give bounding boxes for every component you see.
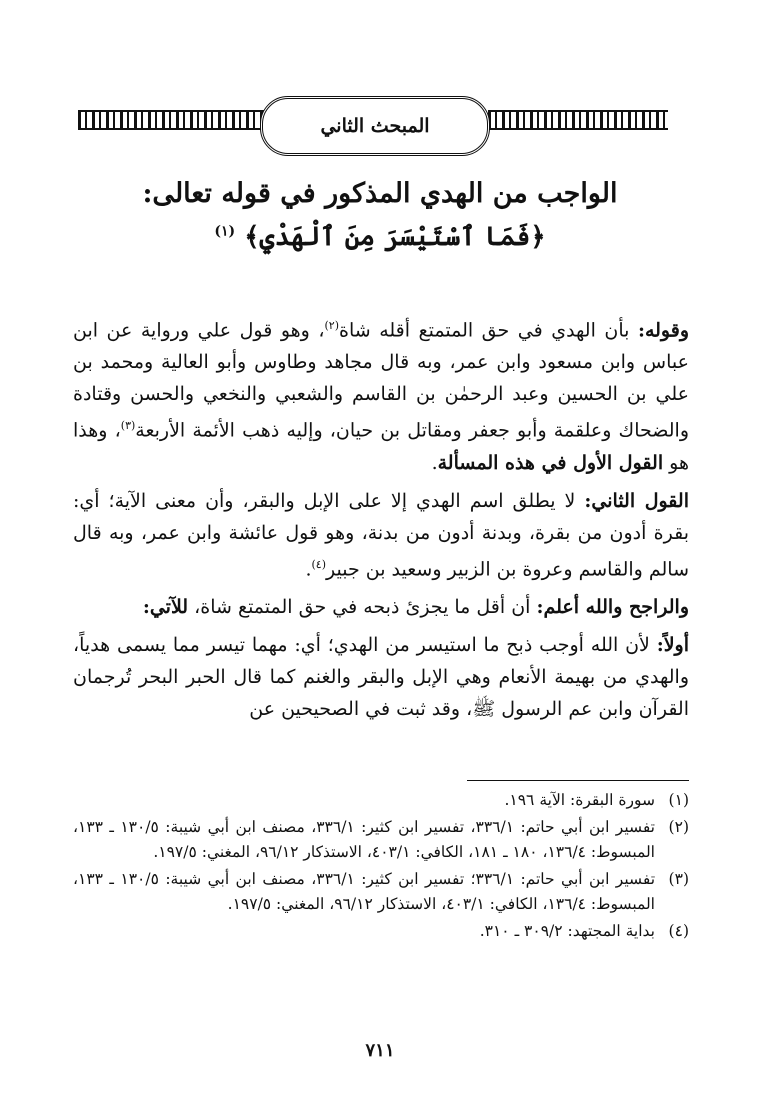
paragraph-4-label: أولاً: — [656, 633, 689, 656]
paragraph-4-text: لأن الله أوجب ذبح ما استيسر من الهدي؛ أي: مهما تيسر مما يسمى هدياً، والهدي من بهيمة الأنعام وهي الإبل والبقر والغنم كما قال الحبر البحر تُرجمان القرآن وابن عم الرسول ﷺ، وقد ثبت في الصحيحين عن — [73, 633, 689, 720]
footnote-item — [73, 919, 689, 944]
paragraph-1-text-c: ، وهذا هو — [73, 419, 689, 474]
section-title: الواجب من الهدي المذكور في قوله تعالى: — [142, 178, 618, 209]
paragraph-3 — [73, 591, 689, 623]
paragraph-4 — [73, 629, 689, 725]
footnote-number: (٢) — [668, 818, 689, 836]
footnote-divider — [467, 780, 689, 781]
paragraph-3-emphasis: للآتي: — [142, 595, 189, 618]
footnote-item — [73, 788, 689, 813]
footnote-item — [73, 867, 689, 917]
footnote-number: (٤) — [668, 922, 689, 940]
paragraph-3-text: أن أقل ما يجزئ ذبحه في حق المتمتع شاة، — [194, 595, 537, 618]
paragraph-3-label: والراجح والله أعلم: — [536, 595, 689, 618]
paragraph-2 — [73, 485, 689, 585]
footnotes — [73, 788, 689, 946]
chapter-label: المبحث الثاني — [320, 115, 430, 137]
footnote-ref-3: (٣) — [120, 419, 136, 433]
paragraph-1 — [73, 310, 689, 479]
chapter-header-ornament — [78, 96, 668, 156]
footnote-number: (٣) — [668, 870, 689, 888]
ornament-band-right — [488, 110, 668, 130]
ornament-band-left — [78, 110, 268, 130]
chapter-label-box — [260, 96, 490, 156]
quranic-verse: ﴿فَمَا ٱسْتَيْسَرَ مِنَ ٱلْهَدْيِ﴾ — [244, 222, 546, 252]
paragraph-1-text-d: . — [431, 451, 438, 474]
paragraph-2-text-a: لا يطلق اسم الهدي إلا على الإبل والبقر، وأن معنى الآية؛ أي: بقرة أدون من بقرة، وبدنة أدون من بدنة، وهو قول عائشة وابن عمر، وبه قال سالم والقاسم وعروة بن الزبير وسعيد بن جبير — [73, 489, 689, 580]
footnote-text: بداية المجتهد: ٣٠٩/٢ ـ ٣١٠. — [479, 922, 655, 940]
footnote-text: سورة البقرة: الآية ١٩٦. — [504, 791, 655, 809]
paragraph-2-text-b: . — [305, 557, 312, 580]
paragraph-1-text-a: بأن الهدي في حق المتمتع أقله شاة — [339, 319, 638, 342]
page-number: ٧١١ — [365, 1040, 395, 1061]
footnote-item — [73, 815, 689, 865]
footnote-ref-2: (٢) — [324, 319, 340, 332]
paragraph-2-label: القول الثاني: — [584, 489, 689, 512]
main-text — [73, 310, 689, 731]
section-title-verse — [140, 222, 620, 252]
footnote-text: تفسير ابن أبي حاتم: ٣٣٦/١؛ تفسير ابن كثير: ٣٣٦/١، مصنف ابن أبي شيبة: ١٣٠/٥ ـ ١٣٣، المبسوط: ١٣٦/٤، الكافي: ٤٠٣/١، الاستذكار ٩٦/١٢، المغني: ١٩٧/٥. — [73, 870, 656, 913]
footnote-text: تفسير ابن أبي حاتم: ٣٣٦/١، تفسير ابن كثير: ٣٣٦/١، مصنف ابن أبي شيبة: ١٣٠/٥ ـ ١٣٣، المبسوط: ١٣٦/٤، ١٨٠ ـ ١٨١، الكافي: ٤٠٣/١، الاستذكار ٩٦/١٢، المغني: ١٩٧/٥. — [73, 818, 655, 861]
footnote-number: (١) — [668, 791, 689, 809]
paragraph-1-emphasis: القول الأول في هذه المسألة — [437, 451, 664, 474]
paragraph-1-text-b: ، وهو قول علي ورواية عن ابن عباس وابن مسعود وابن عمر، وبه قال مجاهد وطاوس وأبو العالية ومحمد بن علي بن الحسين وعبد الرحمٰن بن القاسم والشعبي والنخعي والحسن وقتادة والضحاك وعلقمة وأبو جعفر ومقاتل بن حيان، وإليه ذهب الأئمة الأربعة — [73, 319, 689, 442]
paragraph-1-label: وقوله: — [637, 319, 689, 342]
footnote-ref-1: (١) — [214, 223, 236, 240]
footnote-ref-4: (٤) — [311, 557, 327, 571]
